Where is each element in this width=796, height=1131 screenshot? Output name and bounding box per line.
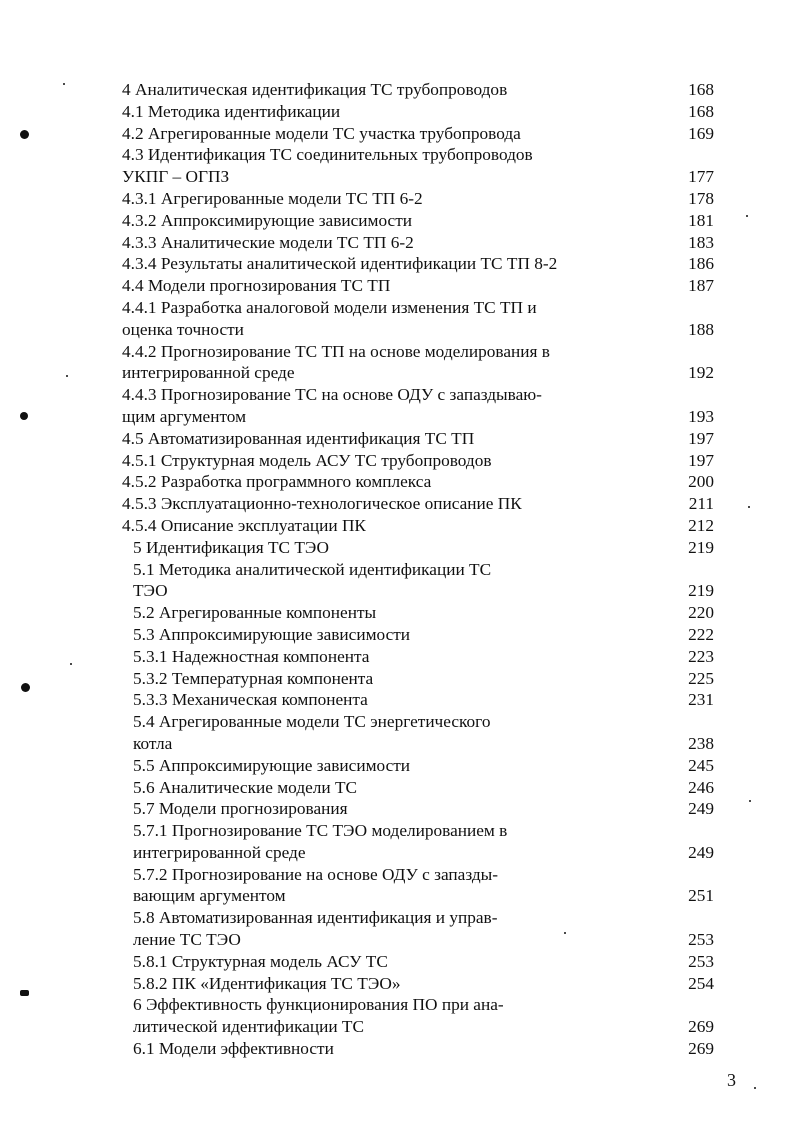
toc-line bbox=[0, 559, 796, 581]
toc-entry-text: 5.3.1 Надежностная компонента bbox=[133, 646, 370, 666]
toc-entry-text: литической идентификации ТС bbox=[133, 1017, 365, 1037]
toc-line bbox=[0, 79, 796, 101]
toc-entry-text: 4.3.4 Результаты аналитической идентификации ТС ТП 8-2 bbox=[122, 254, 558, 274]
toc-page-number: 197 bbox=[688, 450, 714, 470]
toc-line bbox=[0, 232, 796, 254]
toc-line bbox=[0, 1038, 796, 1060]
toc-page-number: 168 bbox=[688, 101, 714, 121]
toc-entry-text: 5.3 Аппроксимирующие зависимости bbox=[133, 624, 411, 644]
scan-speck bbox=[749, 800, 751, 802]
toc-entry-text: 5.6 Аналитические модели ТС bbox=[133, 777, 358, 797]
toc-line bbox=[0, 842, 796, 864]
toc-entry-text: ТЭО bbox=[133, 581, 168, 601]
toc-page-number: 186 bbox=[688, 254, 714, 274]
toc-line bbox=[0, 297, 796, 319]
toc-entry-text: 5 Идентификация ТС ТЭО bbox=[133, 537, 330, 557]
toc-page-number: 187 bbox=[688, 276, 714, 296]
scan-speck bbox=[564, 932, 566, 934]
toc-line bbox=[0, 493, 796, 515]
scan-speck bbox=[20, 130, 29, 139]
toc-page-number: 253 bbox=[688, 951, 714, 971]
toc-page-number: 238 bbox=[688, 733, 714, 753]
toc-line bbox=[0, 864, 796, 886]
toc-page-number: 225 bbox=[688, 668, 714, 688]
toc-page-number: 188 bbox=[688, 319, 714, 339]
scan-speck bbox=[21, 683, 30, 692]
toc-entry-text: 6.1 Модели эффективности bbox=[133, 1039, 334, 1059]
toc-page-number: 269 bbox=[688, 1039, 714, 1059]
toc-entry-text: 5.8 Автоматизированная идентификация и управ- bbox=[133, 908, 498, 928]
scan-speck bbox=[748, 506, 750, 508]
toc-entry-text: 4.4.3 Прогнозирование ТС на основе ОДУ с запаздываю- bbox=[122, 385, 542, 405]
toc-line bbox=[0, 188, 796, 210]
scan-speck bbox=[746, 215, 748, 217]
toc-entry-text: 5.4 Агрегированные модели ТС энергетического bbox=[133, 712, 491, 732]
toc-line bbox=[0, 755, 796, 777]
toc-line bbox=[0, 471, 796, 493]
toc-line bbox=[0, 973, 796, 995]
toc-entry-text: 4.4.1 Разработка аналоговой модели изменения ТС ТП и bbox=[122, 297, 537, 317]
toc-line bbox=[0, 624, 796, 646]
toc-line bbox=[0, 210, 796, 232]
toc-entry-text: 4.4 Модели прогнозирования ТС ТП bbox=[122, 276, 391, 296]
toc-entry-text: 5.8.2 ПК «Идентификация ТС ТЭО» bbox=[133, 973, 401, 993]
toc-page-number: 246 bbox=[688, 777, 714, 797]
toc-page-number: 192 bbox=[688, 363, 714, 383]
toc-line bbox=[0, 406, 796, 428]
toc-entry-text: 4.5.3 Эксплуатационно-технологическое описание ПК bbox=[122, 494, 522, 514]
toc-line bbox=[0, 384, 796, 406]
toc-entry-text: УКПГ – ОГПЗ bbox=[122, 167, 230, 187]
toc-line bbox=[0, 515, 796, 537]
toc-entry-text: 6 Эффективность функционирования ПО при ана- bbox=[133, 995, 504, 1015]
toc-line bbox=[0, 319, 796, 341]
table-of-contents bbox=[0, 79, 796, 1060]
toc-entry-text: 4.3 Идентификация ТС соединительных трубопроводов bbox=[122, 145, 533, 165]
toc-entry-text: котла bbox=[133, 733, 173, 753]
toc-page-number: 169 bbox=[688, 123, 714, 143]
toc-entry-text: щим аргументом bbox=[122, 406, 247, 426]
toc-line bbox=[0, 733, 796, 755]
toc-line bbox=[0, 144, 796, 166]
toc-page-number: 183 bbox=[688, 232, 714, 252]
toc-line bbox=[0, 275, 796, 297]
toc-line bbox=[0, 602, 796, 624]
toc-entry-text: 5.7.1 Прогнозирование ТС ТЭО моделированием в bbox=[133, 821, 508, 841]
toc-entry-text: 4.4.2 Прогнозирование ТС ТП на основе моделирования в bbox=[122, 341, 550, 361]
toc-entry-text: 4.3.3 Аналитические модели ТС ТП 6-2 bbox=[122, 232, 414, 252]
toc-page-number: 178 bbox=[688, 188, 714, 208]
toc-entry-text: вающим аргументом bbox=[133, 886, 286, 906]
toc-page-number: 219 bbox=[688, 581, 714, 601]
toc-page-number: 245 bbox=[688, 755, 714, 775]
toc-line bbox=[0, 951, 796, 973]
toc-entry-text: 5.8.1 Структурная модель АСУ ТС bbox=[133, 951, 388, 971]
toc-line bbox=[0, 537, 796, 559]
toc-entry-text: 5.1 Методика аналитической идентификации ТС bbox=[133, 559, 492, 579]
toc-entry-text: 5.3.3 Механическая компонента bbox=[133, 690, 368, 710]
toc-line bbox=[0, 1016, 796, 1038]
toc-line bbox=[0, 668, 796, 690]
toc-entry-text: ление ТС ТЭО bbox=[133, 930, 241, 950]
toc-entry-text: 5.3.2 Температурная компонента bbox=[133, 668, 374, 688]
toc-page-number: 222 bbox=[688, 624, 714, 644]
toc-page-number: 251 bbox=[688, 886, 714, 906]
toc-page-number: 168 bbox=[688, 80, 714, 99]
toc-line bbox=[0, 994, 796, 1016]
toc-line bbox=[0, 820, 796, 842]
toc-entry-text: 5.5 Аппроксимирующие зависимости bbox=[133, 755, 411, 775]
toc-line bbox=[0, 450, 796, 472]
toc-page-number: 220 bbox=[688, 603, 714, 623]
toc-line bbox=[0, 341, 796, 363]
toc-entry-text: 4.5.4 Описание эксплуатации ПК bbox=[122, 515, 366, 535]
toc-page-number: 177 bbox=[688, 167, 714, 187]
toc-page-number: 212 bbox=[688, 515, 714, 535]
toc-line bbox=[0, 885, 796, 907]
toc-entry-text: 4.5.1 Структурная модель АСУ ТС трубопроводов bbox=[122, 450, 492, 470]
toc-entry-text: 4 Аналитическая идентификация ТС трубопроводов bbox=[122, 80, 508, 99]
toc-line bbox=[0, 646, 796, 668]
toc-line bbox=[0, 580, 796, 602]
toc-line bbox=[0, 711, 796, 733]
toc-page-number: 219 bbox=[688, 537, 714, 557]
scan-speck bbox=[70, 663, 72, 665]
toc-entry-text: интегрированной среде bbox=[133, 842, 306, 862]
toc-line bbox=[0, 798, 796, 820]
toc-entry-text: 4.5 Автоматизированная идентификация ТС ТП bbox=[122, 428, 475, 448]
toc-line bbox=[0, 428, 796, 450]
toc-entry-text: 4.3.1 Агрегированные модели ТС ТП 6-2 bbox=[122, 188, 423, 208]
toc-page-number: 193 bbox=[688, 406, 714, 426]
toc-entry-text: 5.7.2 Прогнозирование на основе ОДУ с запазды- bbox=[133, 864, 499, 884]
toc-line bbox=[0, 777, 796, 799]
scan-speck bbox=[63, 83, 65, 85]
toc-entry-text: оценка точности bbox=[122, 319, 244, 339]
toc-entry-text: 4.5.2 Разработка программного комплекса bbox=[122, 472, 432, 492]
toc-line bbox=[0, 123, 796, 145]
toc-entry-text: 4.2 Агрегированные модели ТС участка трубопровода bbox=[122, 123, 521, 143]
scan-speck bbox=[754, 1087, 756, 1089]
toc-page-number: 197 bbox=[688, 428, 714, 448]
toc-entry-text: 5.2 Агрегированные компоненты bbox=[133, 603, 377, 623]
toc-page-number: 253 bbox=[688, 930, 714, 950]
toc-page-number: 181 bbox=[688, 210, 714, 230]
toc-line bbox=[0, 929, 796, 951]
toc-page-number: 231 bbox=[688, 690, 714, 710]
toc-page-number: 249 bbox=[688, 842, 714, 862]
scan-speck bbox=[20, 990, 29, 996]
toc-page-number: 223 bbox=[688, 646, 714, 666]
toc-line bbox=[0, 907, 796, 929]
toc-page-number: 254 bbox=[688, 973, 714, 993]
toc-entry-text: интегрированной среде bbox=[122, 363, 295, 383]
toc-line bbox=[0, 253, 796, 275]
scan-speck bbox=[66, 375, 68, 377]
toc-entry-text: 4.1 Методика идентификации bbox=[122, 101, 341, 121]
toc-entry-text: 5.7 Модели прогнозирования bbox=[133, 799, 348, 819]
toc-page-number: 211 bbox=[688, 494, 714, 514]
toc-page-number: 249 bbox=[688, 799, 714, 819]
toc-page-number: 269 bbox=[688, 1017, 714, 1037]
toc-line bbox=[0, 362, 796, 384]
toc-line bbox=[0, 101, 796, 123]
scan-speck bbox=[20, 412, 28, 420]
toc-line bbox=[0, 166, 796, 188]
toc-line bbox=[0, 689, 796, 711]
toc-page-number: 200 bbox=[688, 472, 714, 492]
page-number: 3 bbox=[727, 1070, 736, 1090]
toc-entry-text: 4.3.2 Аппроксимирующие зависимости bbox=[122, 210, 413, 230]
